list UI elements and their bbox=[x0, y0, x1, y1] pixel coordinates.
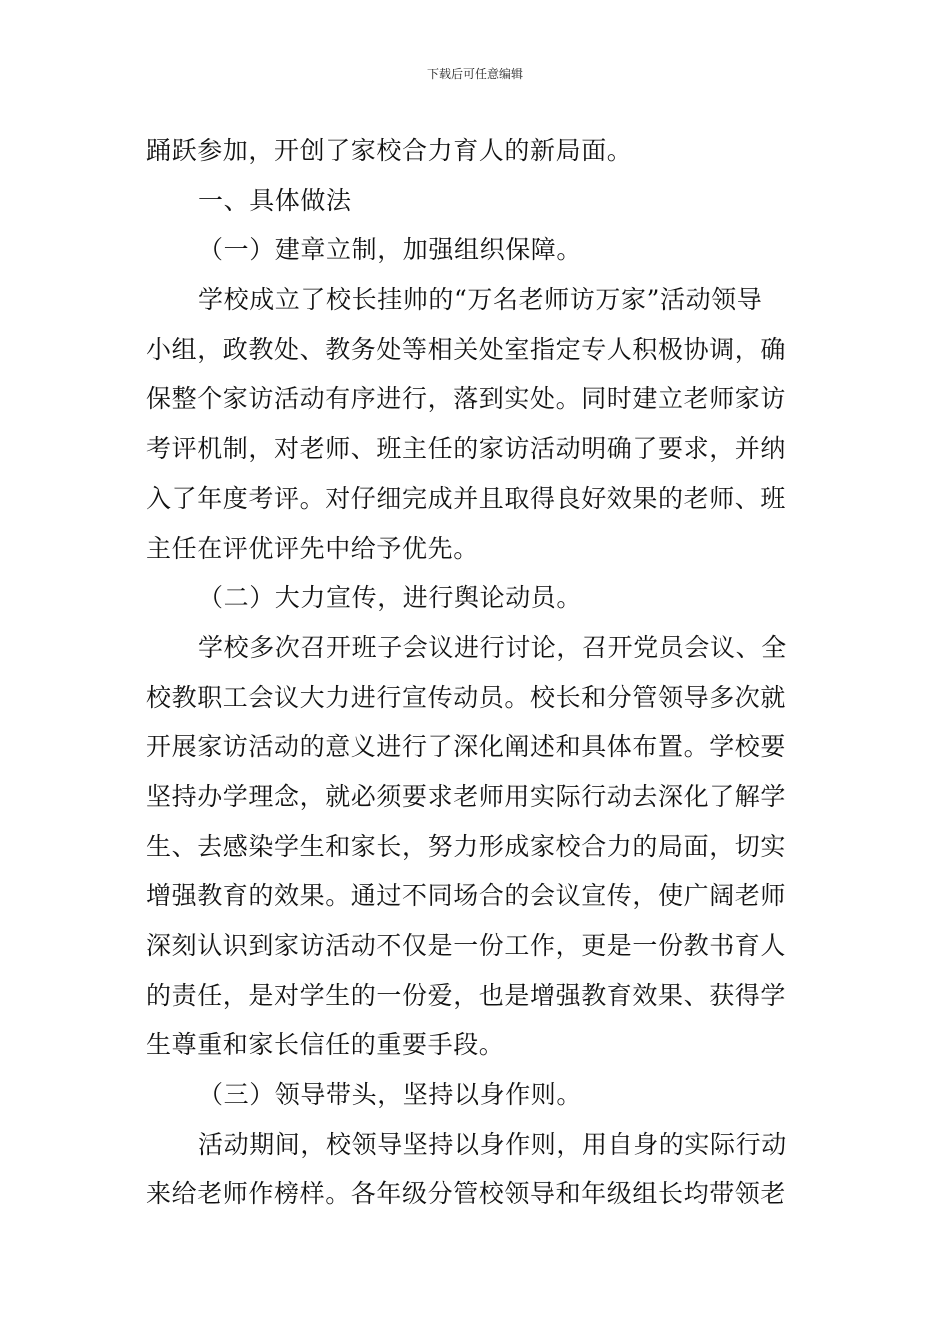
text-line: 踊跃参加，开创了家校合力育人的新局面。 bbox=[146, 136, 633, 165]
text-line: 深刻认识到家访活动不仅是一份工作，更是一份教书育人 bbox=[146, 931, 787, 960]
paragraph-first-line: 学校多次召开班子会议进行讨论，召开党员会议、全 bbox=[198, 632, 787, 662]
text-line: 来给老师作榜样。各年级分管校领导和年级组长均带领老 bbox=[146, 1179, 787, 1209]
subsection-heading: （三）领导带头，坚持以身作则。 bbox=[198, 1080, 583, 1110]
page-header: 下载后可任意编辑 bbox=[426, 67, 523, 81]
section-heading: 一、具体做法 bbox=[198, 185, 352, 215]
paragraph-first-line: 学校成立了校长挂帅的“万名老师访万家”活动领导 bbox=[198, 285, 763, 315]
text-line: 生尊重和家长信任的重要手段。 bbox=[146, 1030, 505, 1060]
text-line: 保整个家访活动有序进行，落到实处。同时建立老师家访 bbox=[146, 384, 787, 414]
subsection-heading: （二）大力宣传，进行舆论动员。 bbox=[198, 583, 583, 613]
text-line: 校教职工会议大力进行宣传动员。校长和分管领导多次就 bbox=[146, 682, 787, 712]
document-body bbox=[146, 126, 811, 1219]
subsection-heading: （一）建章立制，加强组织保障。 bbox=[198, 235, 583, 265]
text-line: 生、去感染学生和家长，努力形成家校合力的局面，切实 bbox=[146, 831, 787, 861]
text-line: 开展家访活动的意义进行了深化阐述和具体布置。学校要 bbox=[146, 732, 787, 762]
text-line: 主任在评优评先中给予优先。 bbox=[146, 533, 479, 563]
text-line: 增强教育的效果。通过不同场合的会议宣传，使广阔老师 bbox=[146, 881, 787, 911]
text-line: 入了年度考评。对仔细完成并且取得良好效果的老师、班 bbox=[146, 483, 787, 513]
text-line: 坚持办学理念，就必须要求老师用实际行动去深化了解学 bbox=[146, 781, 787, 811]
text-line: 的责任，是对学生的一份爱，也是增强教育效果、获得学 bbox=[146, 980, 787, 1010]
text-line: 小组，政教处、教务处等相关处室指定专人积极协调，确 bbox=[146, 334, 787, 364]
paragraph-first-line: 活动期间，校领导坚持以身作则，用自身的实际行动 bbox=[198, 1129, 787, 1159]
text-line: 考评机制，对老师、班主任的家访活动明确了要求，并纳 bbox=[146, 434, 787, 464]
